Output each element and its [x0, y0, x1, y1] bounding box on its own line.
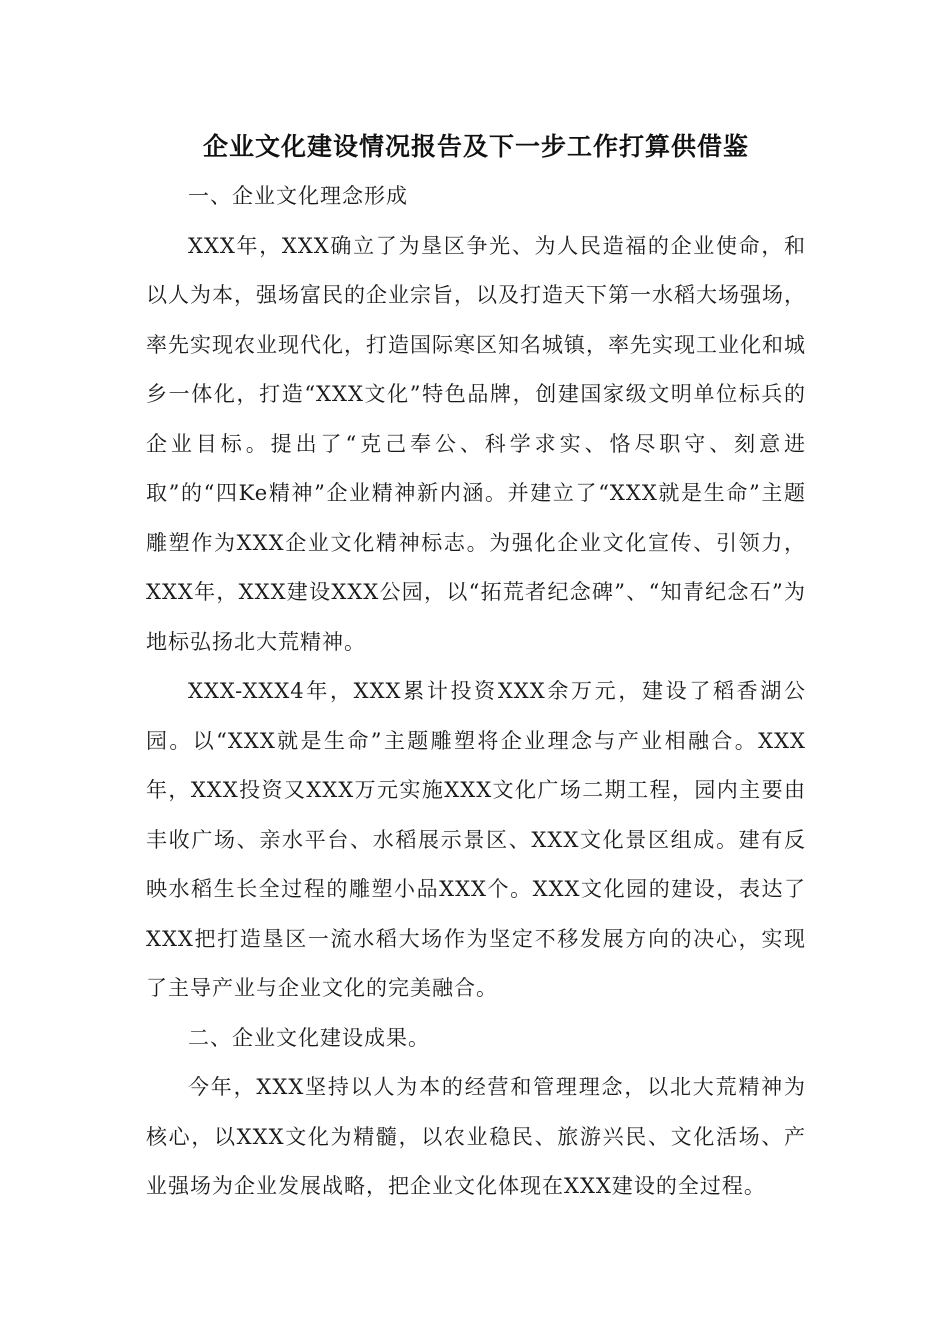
paragraph-3: 今年，XXX坚持以人为本的经营和管理理念，以北大荒精神为核心，以XXX文化为精髓，以农业稳民、旅游兴民、文化活场、产业强场为企业发展战略，把企业文化体现在XXX建设的全过程。	[146, 1075, 806, 1198]
paragraph-2: XXX-XXX4年，XXX累计投资XXX余万元，建设了稻香湖公园。以“XXX就是生命”主题雕塑将企业理念与产业相融合。XXX年，XXX投资又XXX万元实施XXX文化广场二期工程，园内主要由丰收广场、亲水平台、水稻展示景区、XXX文化景区组成。建有反映水稻生长全过程的雕塑小品XXX个。XXX文化园的建设，表达了XXX把打造垦区一流水稻大场作为坚定不移发展方向的决心，实现了主导产业与企业文化的完美融合。	[146, 679, 806, 1000]
document-title: 企业文化建设情况报告及下一步工作打算供借鉴	[202, 132, 749, 161]
document-body	[146, 122, 806, 1212]
section-heading-1: 一、企业文化理念形成	[188, 184, 408, 208]
section-heading-2: 二、企业文化建设成果。	[188, 1025, 430, 1050]
paragraph-1: XXX年，XXX确立了为垦区争光、为人民造福的企业使命，和以人为本，强场富民的企业宗旨，以及打造天下第一水稻大场强场，率先实现农业现代化，打造国际寒区知名城镇，率先实现工业化和城乡一体化，打造“XXX文化”特色品牌，创建国家级文明单位标兵的企业目标。提出了“克己奉公、科学求实、恪尽职守、刻意进取”的“四Ke精神”企业精神新内涵。并建立了“XXX就是生命”主题雕塑作为XXX企业文化精神标志。为强化企业文化宣传、引领力，XXX年，XXX建设XXX公园，以“拓荒者纪念碑”、“知青纪念石”为地标弘扬北大荒精神。	[146, 233, 806, 654]
